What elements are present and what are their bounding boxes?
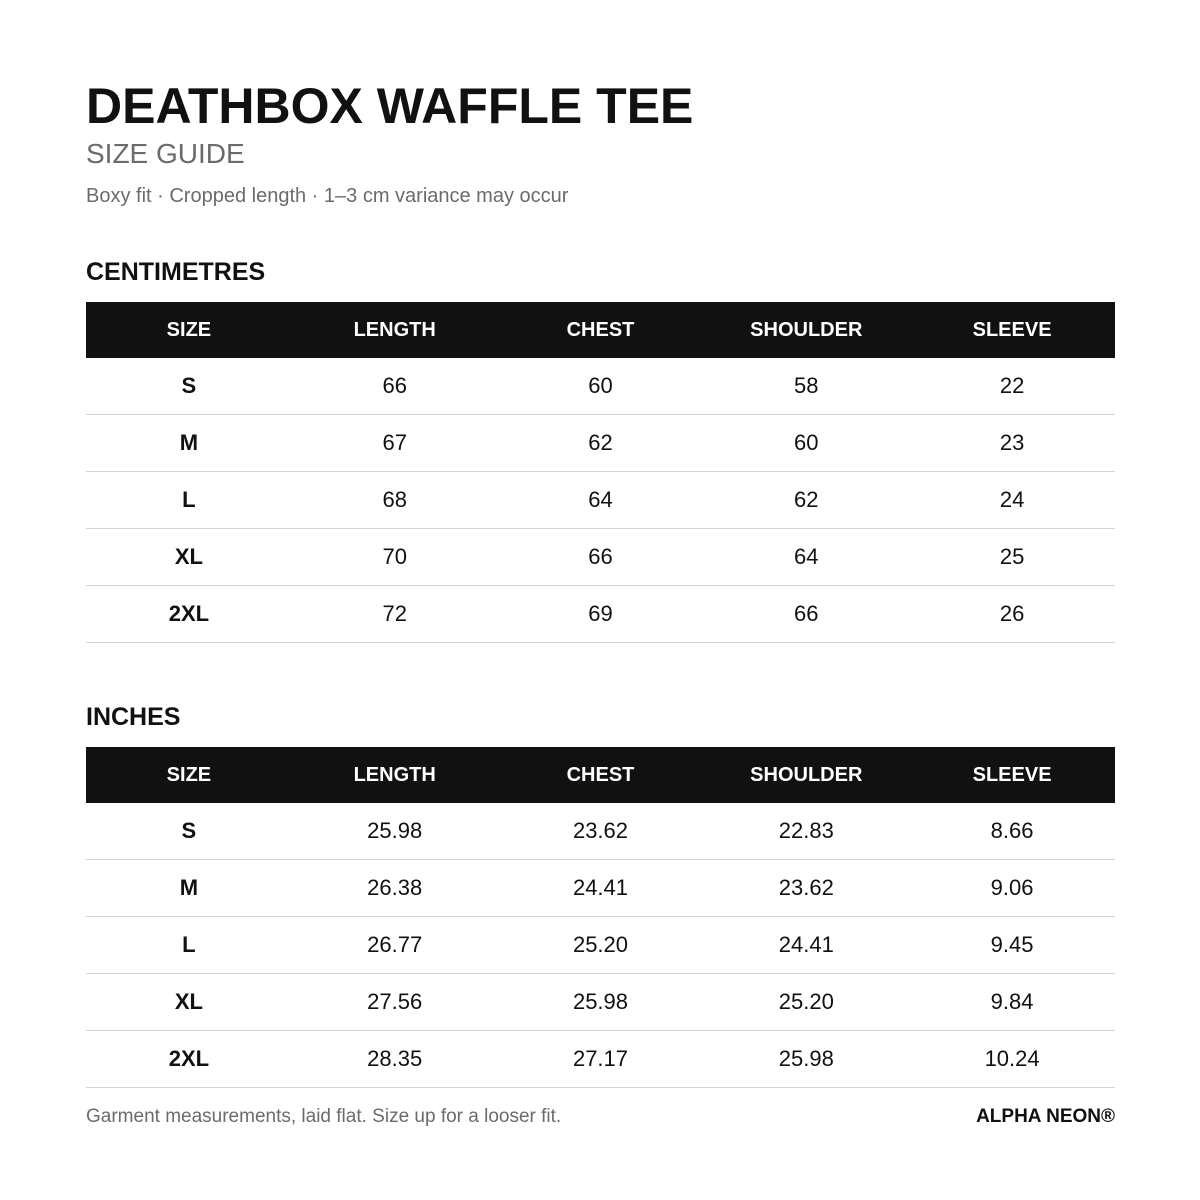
sleeve-cell: 23 — [909, 415, 1115, 472]
length-cell: 70 — [292, 529, 498, 586]
length-cell: 26.38 — [292, 860, 498, 917]
sleeve-cell: 9.84 — [909, 974, 1115, 1031]
table-row — [86, 860, 1115, 917]
shoulder-cell: 62 — [703, 472, 909, 529]
size-cell: L — [86, 917, 292, 974]
length-cell: 68 — [292, 472, 498, 529]
chest-cell: 69 — [498, 586, 704, 643]
col-header-sleeve: SLEEVE — [972, 318, 1052, 341]
size-guide — [86, 76, 1115, 1088]
chest-cell: 62 — [498, 415, 704, 472]
sleeve-cell: 8.66 — [909, 803, 1115, 860]
shoulder-cell: 25.20 — [703, 974, 909, 1031]
footer — [86, 1104, 1115, 1130]
col-header-sleeve: SLEEVE — [972, 763, 1052, 786]
length-cell: 27.56 — [292, 974, 498, 1031]
page-subtitle: SIZE GUIDE — [86, 138, 245, 169]
col-header-size: SIZE — [166, 763, 212, 786]
table-row — [86, 415, 1115, 472]
fit-note: Boxy fit · Cropped length · 1–3 cm variance may occur — [86, 185, 569, 207]
chest-cell: 66 — [498, 529, 704, 586]
shoulder-cell: 64 — [703, 529, 909, 586]
shoulder-cell: 25.98 — [703, 1031, 909, 1088]
sleeve-cell: 10.24 — [909, 1031, 1115, 1088]
shoulder-cell: 22.83 — [703, 803, 909, 860]
sleeve-cell: 9.45 — [909, 917, 1115, 974]
measurement-note: Garment measurements, laid flat. Size up for a looser fit. — [86, 1106, 562, 1127]
shoulder-cell: 23.62 — [703, 860, 909, 917]
length-cell: 28.35 — [292, 1031, 498, 1088]
chest-cell: 25.98 — [498, 974, 704, 1031]
col-header-chest: CHEST — [566, 763, 635, 786]
size-cell: L — [86, 472, 292, 529]
length-cell: 66 — [292, 358, 498, 415]
size-cell: S — [86, 803, 292, 860]
size-cell: XL — [86, 974, 292, 1031]
sleeve-cell: 24 — [909, 472, 1115, 529]
chest-cell: 25.20 — [498, 917, 704, 974]
chest-cell: 23.62 — [498, 803, 704, 860]
length-cell: 25.98 — [292, 803, 498, 860]
col-header-length: LENGTH — [353, 318, 436, 341]
col-header-size: SIZE — [166, 318, 212, 341]
length-cell: 26.77 — [292, 917, 498, 974]
col-header-chest: CHEST — [566, 318, 635, 341]
sleeve-cell: 25 — [909, 529, 1115, 586]
product-title: DEATHBOX WAFFLE TEE — [86, 78, 694, 134]
table-row — [86, 358, 1115, 415]
chest-cell: 60 — [498, 358, 704, 415]
shoulder-cell: 58 — [703, 358, 909, 415]
table-header-row — [86, 302, 1115, 358]
sleeve-cell: 26 — [909, 586, 1115, 643]
length-cell: 67 — [292, 415, 498, 472]
table-row — [86, 472, 1115, 529]
length-cell: 72 — [292, 586, 498, 643]
size-cell: M — [86, 415, 292, 472]
col-header-shoulder: SHOULDER — [750, 763, 863, 786]
shoulder-cell: 24.41 — [703, 917, 909, 974]
size-cell: 2XL — [86, 1031, 292, 1088]
chest-cell: 27.17 — [498, 1031, 704, 1088]
table-row — [86, 529, 1115, 586]
table-row — [86, 974, 1115, 1031]
chest-cell: 64 — [498, 472, 704, 529]
table-row — [86, 803, 1115, 860]
table-centimetres — [86, 302, 1115, 643]
size-cell: 2XL — [86, 586, 292, 643]
section-title-centimetres: CENTIMETRES — [86, 258, 266, 286]
chest-cell: 24.41 — [498, 860, 704, 917]
table-row — [86, 586, 1115, 643]
col-header-shoulder: SHOULDER — [750, 318, 863, 341]
table-header-row — [86, 747, 1115, 803]
brand-name: ALPHA NEON® — [976, 1106, 1115, 1127]
size-cell: M — [86, 860, 292, 917]
table-row — [86, 1031, 1115, 1088]
table-row — [86, 917, 1115, 974]
size-cell: S — [86, 358, 292, 415]
table-inches — [86, 747, 1115, 1088]
col-header-length: LENGTH — [353, 763, 436, 786]
size-cell: XL — [86, 529, 292, 586]
section-title-inches: INCHES — [86, 703, 181, 731]
shoulder-cell: 60 — [703, 415, 909, 472]
sleeve-cell: 9.06 — [909, 860, 1115, 917]
shoulder-cell: 66 — [703, 586, 909, 643]
sleeve-cell: 22 — [909, 358, 1115, 415]
